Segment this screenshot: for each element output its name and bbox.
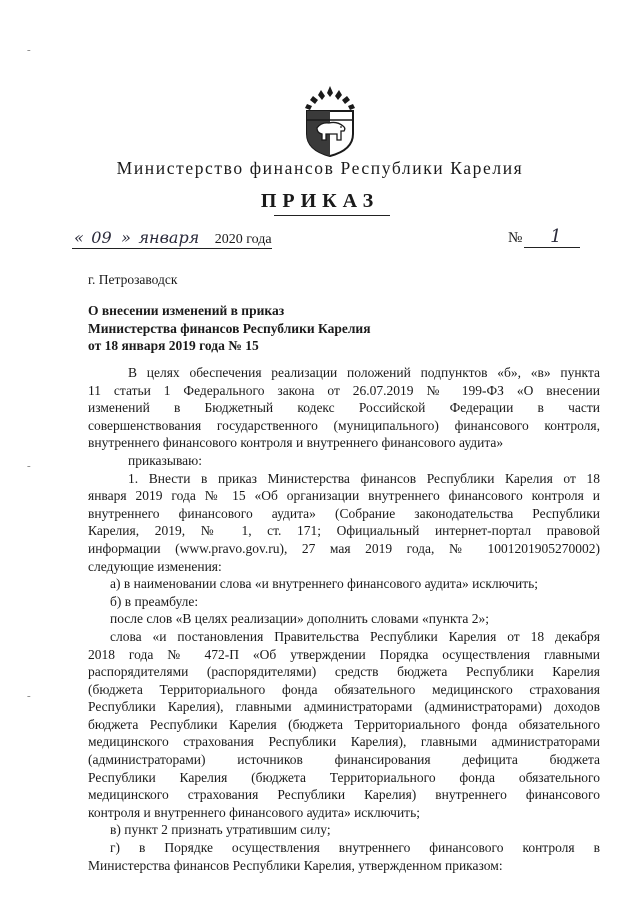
body-line: контроля и внутреннего финансового аудита» исключить; [88,804,420,820]
body-line: 11 статьи 1 Федерального закона от 26.07.2019 № 199-ФЗ «О внесении [88,382,600,398]
body-line: В целях обеспечения реализации положений подпунктов «б», «в» пункта [128,365,600,380]
body-line: Министерства финансов Республики Карелия, утвержденном приказом: [88,857,503,873]
body-line: а) в наименовании слова «и внутреннего финансового аудита» исключить; [110,576,539,592]
number-value: 1 [550,226,562,247]
margin-mark: - [27,460,31,472]
date-year: 2020 года [214,232,272,247]
body-line: информации (www.pravo.gov.ru), 27 мая 2019 года, № 1001201905270002) [88,540,600,556]
title-line: Министерства финансов Республики Карелия [88,320,371,336]
city: г. Петрозаводск [88,272,178,287]
body-line: 2018 года № 472-П «Об утверждении Порядка осуществления главными [88,646,600,662]
body-line: внутреннего финансового контроля и внутреннего финансового аудита» [88,435,504,451]
date-underline [72,248,272,249]
body-line: б) в преамбуле: [110,593,199,609]
document-date [74,228,272,248]
body-line: медицинского страхования Республики Карелия), главными администраторами [88,734,600,750]
body-line: Карелия, 2019, № 1, ст. 171; Официальный интернет-портал правовой [88,523,600,539]
title-line: от 18 января 2019 года № 15 [88,338,259,354]
date-close-quote: » [121,228,131,247]
document-number [508,226,562,247]
margin-mark: - [27,44,31,56]
body-line: января 2019 года № 15 «Об организации внутреннего финансового контроля и [88,488,600,504]
body-line: медицинского страхования Республики Карелия) внутреннего финансового [88,787,600,803]
body-line: (бюджета Территориального фонда обязательного медицинского страхования [88,681,600,697]
ministry-name: Министерство финансов Республики Карелия [116,158,524,178]
body-line: приказываю: [128,452,202,468]
body-line: совершенствования государственного (муниципального) финансового контроля, [88,417,600,433]
body-line: изменений в Бюджетный кодекс Российской Федерации в части [88,400,600,416]
margin-mark: - [27,690,31,702]
date-month: января [138,228,200,247]
body-line: (администраторами) источников финансирования дефицита бюджета [88,752,600,768]
body-line: Республики Карелия (бюджета Территориального фонда обязательного [88,769,600,785]
body-line: после слов «В целях реализации» дополнить словами «пункта 2»; [110,611,490,627]
body-line: бюджета Республики Карелия (бюджета Территориального фонда обязательного [88,716,600,732]
body-line: в) пункт 2 признать утратившим силу; [110,822,331,838]
body-line: следующие изменения: [88,558,222,574]
body-line: Республики Карелия), главными администраторами (администраторами) доходов [88,699,600,715]
title-underline [274,215,390,216]
body-line: 1. Внести в приказ Министерства финансов Республики Карелия от 18 [128,470,600,486]
date-open-quote: « [74,228,84,247]
title-line: О внесении изменений в приказ [88,303,285,318]
karelia-coat-of-arms-icon [299,84,361,158]
body-line: слова «и постановления Правительства Республики Карелия от 18 декабря [110,628,600,644]
body-line: распорядителями (распорядителями) средств бюджета Республики Карелия [88,664,600,680]
document-type-title: ПРИКАЗ [260,190,380,212]
body-line: г) в Порядке осуществления внутреннего финансового контроля в [110,840,600,856]
number-underline [524,247,580,248]
number-label: № [508,230,523,246]
order-title [88,302,508,355]
body-line: внутреннего финансового аудита» (Собрание законодательства Республики [88,505,600,521]
order-body [88,364,600,874]
date-day: 09 [91,228,112,247]
